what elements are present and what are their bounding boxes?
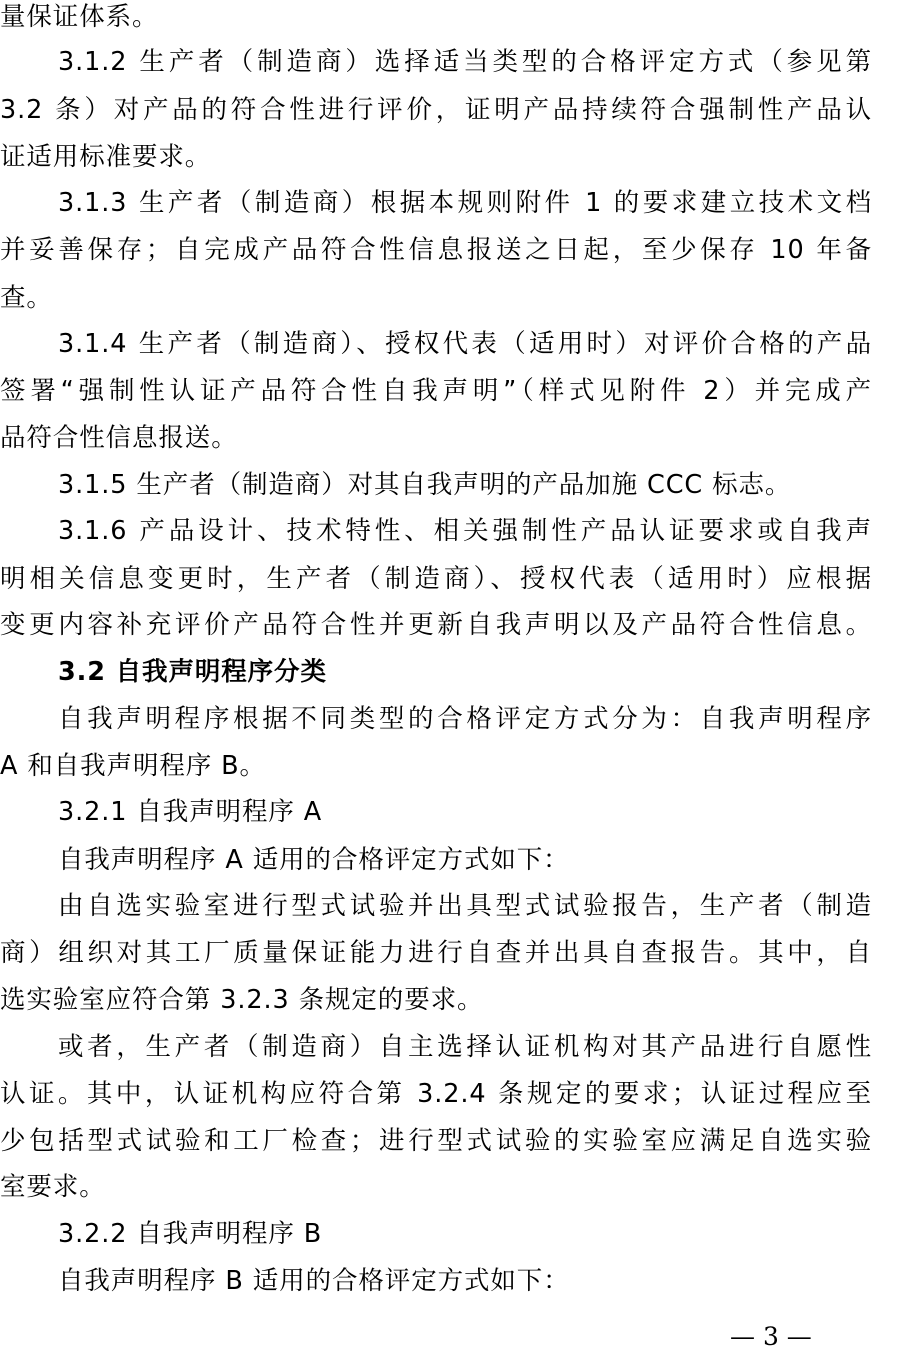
text-line: 认证。其中，认证机构应符合第 3.2.4 条规定的要求；认证过程应至 (0, 1079, 872, 1109)
text-line: A 和自我声明程序 B。 (0, 751, 266, 781)
text-line: 查。 (0, 283, 53, 313)
subsection-heading: 3.2.1 自我声明程序 A (58, 797, 323, 827)
text-line: 并妥善保存；自完成产品符合性信息报送之日起，至少保存 10 年备 (0, 235, 872, 265)
text-line: 少包括型式试验和工厂检查；进行型式试验的实验室应满足自选实验 (0, 1126, 872, 1156)
page-number: — 3 — (730, 1322, 812, 1351)
text-line: 室要求。 (0, 1172, 106, 1202)
text-line: 品符合性信息报送。 (0, 423, 238, 453)
text-line: 3.1.2 生产者（制造商）选择适当类型的合格评定方式（参见第 (58, 47, 872, 77)
text-line: 3.1.4 生产者（制造商）、授权代表（适用时）对评价合格的产品 (58, 329, 872, 359)
text-line: 或者，生产者（制造商）自主选择认证机构对其产品进行自愿性 (58, 1032, 872, 1062)
text-line: 3.1.6 产品设计、技术特性、相关强制性产品认证要求或自我声 (58, 516, 872, 546)
text-line: 自我声明程序 B 适用的合格评定方式如下： (58, 1266, 570, 1296)
text-line: 商）组织对其工厂质量保证能力进行自查并出具自查报告。其中，自 (0, 938, 872, 968)
text-line: 3.1.5 生产者（制造商）对其自我声明的产品加施 CCC 标志。 (58, 470, 792, 500)
text-line: 明相关信息变更时，生产者（制造商）、授权代表（适用时）应根据 (0, 564, 872, 594)
text-line: 变更内容补充评价产品符合性并更新自我声明以及产品符合性信息。 (0, 610, 872, 640)
subsection-heading: 3.2.2 自我声明程序 B (58, 1219, 323, 1249)
text-line: 选实验室应符合第 3.2.3 条规定的要求。 (0, 985, 484, 1015)
text-line: 签署“强制性认证产品符合性自我声明”（样式见附件 2）并完成产 (0, 376, 872, 406)
text-line: 自我声明程序根据不同类型的合格评定方式分为：自我声明程序 (58, 704, 872, 734)
text-line: 自我声明程序 A 适用的合格评定方式如下： (58, 845, 570, 875)
section-heading: 3.2 自我声明程序分类 (58, 657, 327, 687)
text-line: 3.2 条）对产品的符合性进行评价，证明产品持续符合强制性产品认 (0, 95, 872, 125)
text-line: 由自选实验室进行型式试验并出具型式试验报告，生产者（制造 (58, 891, 872, 921)
text-line: 证适用标准要求。 (0, 142, 212, 172)
text-line: 量保证体系。 (0, 2, 159, 32)
text-line: 3.1.3 生产者（制造商）根据本规则附件 1 的要求建立技术文档 (58, 188, 872, 218)
